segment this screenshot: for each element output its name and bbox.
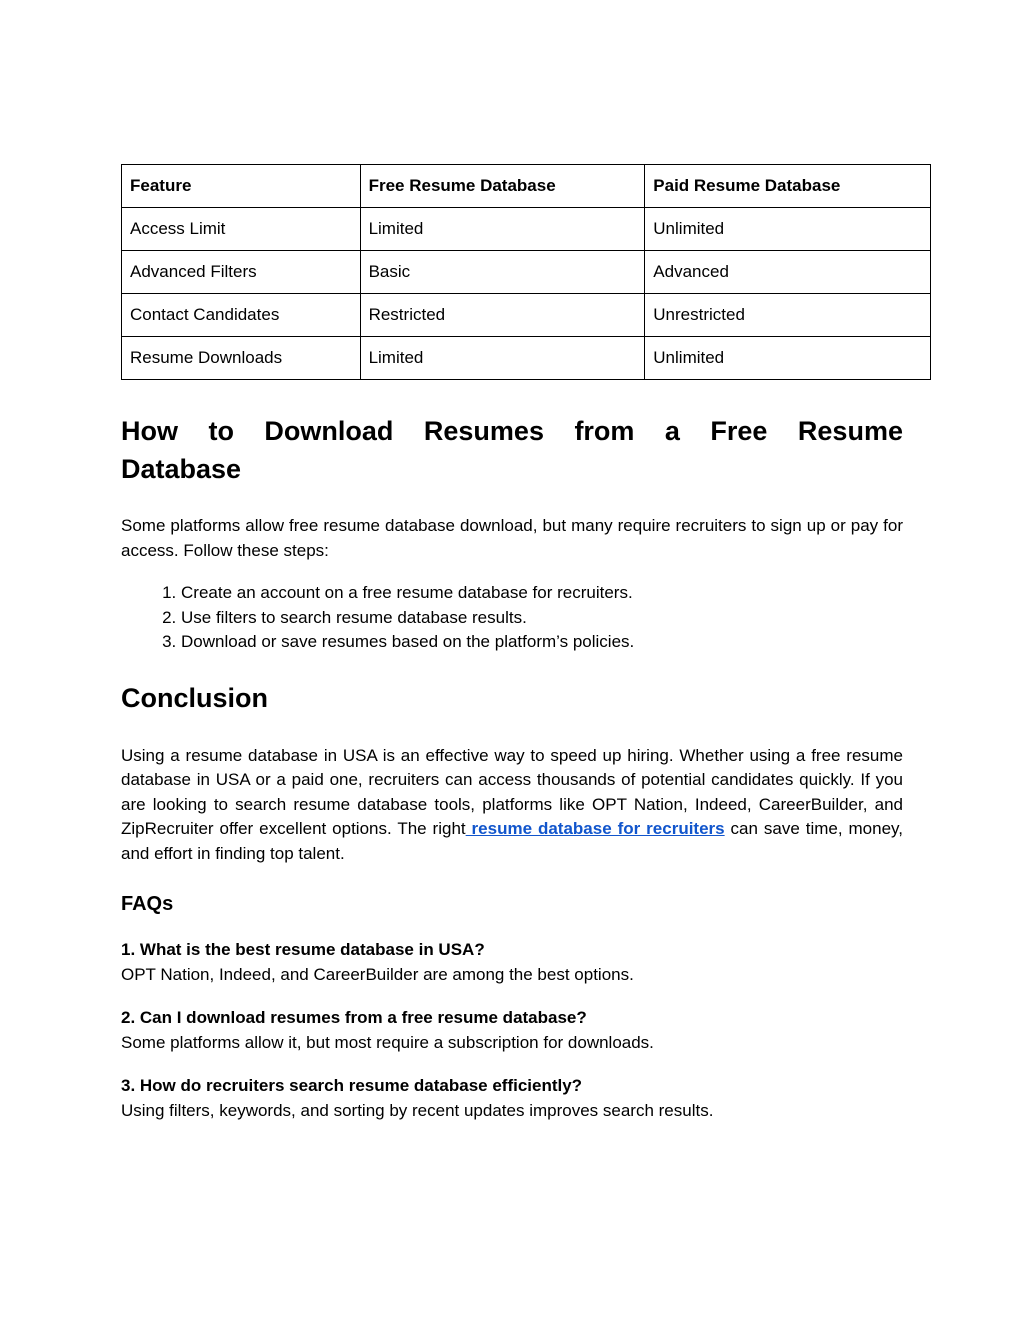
table-cell: Basic: [360, 251, 645, 294]
faq-answer: Some platforms allow it, but most require a subscription for downloads.: [121, 1032, 654, 1052]
download-title-line-1: [121, 412, 903, 450]
list-item: 3. Download or save resumes based on the platform’s policies.: [181, 630, 903, 655]
title-word: Download: [264, 416, 394, 446]
faq-item: [121, 938, 903, 987]
faq-question: 2. Can I download resumes from a free resume database?: [121, 1008, 587, 1027]
title-word: How: [121, 416, 178, 446]
comparison-table: [121, 164, 931, 380]
title-word: Resumes: [423, 416, 544, 446]
table-cell: Advanced Filters: [122, 251, 361, 294]
faq-answer: OPT Nation, Indeed, and CareerBuilder are among the best options.: [121, 964, 634, 984]
faq-question: 3. How do recruiters search resume database efficiently?: [121, 1076, 583, 1095]
download-section-title: [121, 412, 903, 488]
download-intro-paragraph: Some platforms allow free resume database download, but many require recruiters to sign up or pay for access. Follow these steps:: [121, 516, 903, 560]
table-cell: Access Limit: [122, 208, 361, 251]
faq-item: [121, 1006, 903, 1055]
table-row: [122, 251, 931, 294]
conclusion-text-end: can save time, money, and effort in finding top talent.: [121, 819, 903, 863]
title-word: a: [664, 416, 680, 446]
list-item: 2. Use filters to search resume database results.: [181, 606, 903, 631]
faq-item: [121, 1074, 903, 1123]
conclusion-title: Conclusion: [121, 682, 268, 713]
table-cell: Unrestricted: [645, 294, 931, 337]
table-header-cell: Paid Resume Database: [645, 165, 931, 208]
list-item: 1. Create an account on a free resume database for recruiters.: [181, 581, 903, 606]
table-header-cell: Feature: [122, 165, 361, 208]
download-steps-list: [121, 581, 903, 655]
table-cell: Limited: [360, 208, 645, 251]
faq-answer: Using filters, keywords, and sorting by recent updates improves search results.: [121, 1100, 714, 1120]
title-word: from: [574, 416, 635, 446]
table-row: [122, 337, 931, 380]
table-cell: Contact Candidates: [122, 294, 361, 337]
table-cell: Unlimited: [645, 337, 931, 380]
table-row: [122, 208, 931, 251]
table-cell: Limited: [360, 337, 645, 380]
title-word: Free: [710, 416, 768, 446]
table-header-row: [122, 165, 931, 208]
faq-question: 1. What is the best resume database in USA?: [121, 940, 485, 959]
table-header-cell: Free Resume Database: [360, 165, 645, 208]
faqs-title: FAQs: [121, 893, 174, 915]
table-cell: Restricted: [360, 294, 645, 337]
table-cell: Resume Downloads: [122, 337, 361, 380]
table-cell: Unlimited: [645, 208, 931, 251]
conclusion-text: Using a resume database in USA is an effective way to speed up hiring. Whether using a free resume database in USA or a paid one, recruiters can access thousands of potential candidates quickly. If you are looking to search resume database tools, platforms like OPT Nation, Indeed, CareerBuilder, and ZipRecruiter offer excellent options. The right: [121, 745, 903, 838]
table-row: [122, 294, 931, 337]
download-title-line-2: Database: [121, 454, 242, 484]
title-word: to: [208, 416, 234, 446]
document-content: [121, 164, 903, 1123]
conclusion-paragraph: [121, 744, 903, 867]
title-word: Resume: [797, 416, 903, 446]
table-cell: Advanced: [645, 251, 931, 294]
resume-database-link[interactable]: resume database for recruiters: [465, 819, 725, 838]
